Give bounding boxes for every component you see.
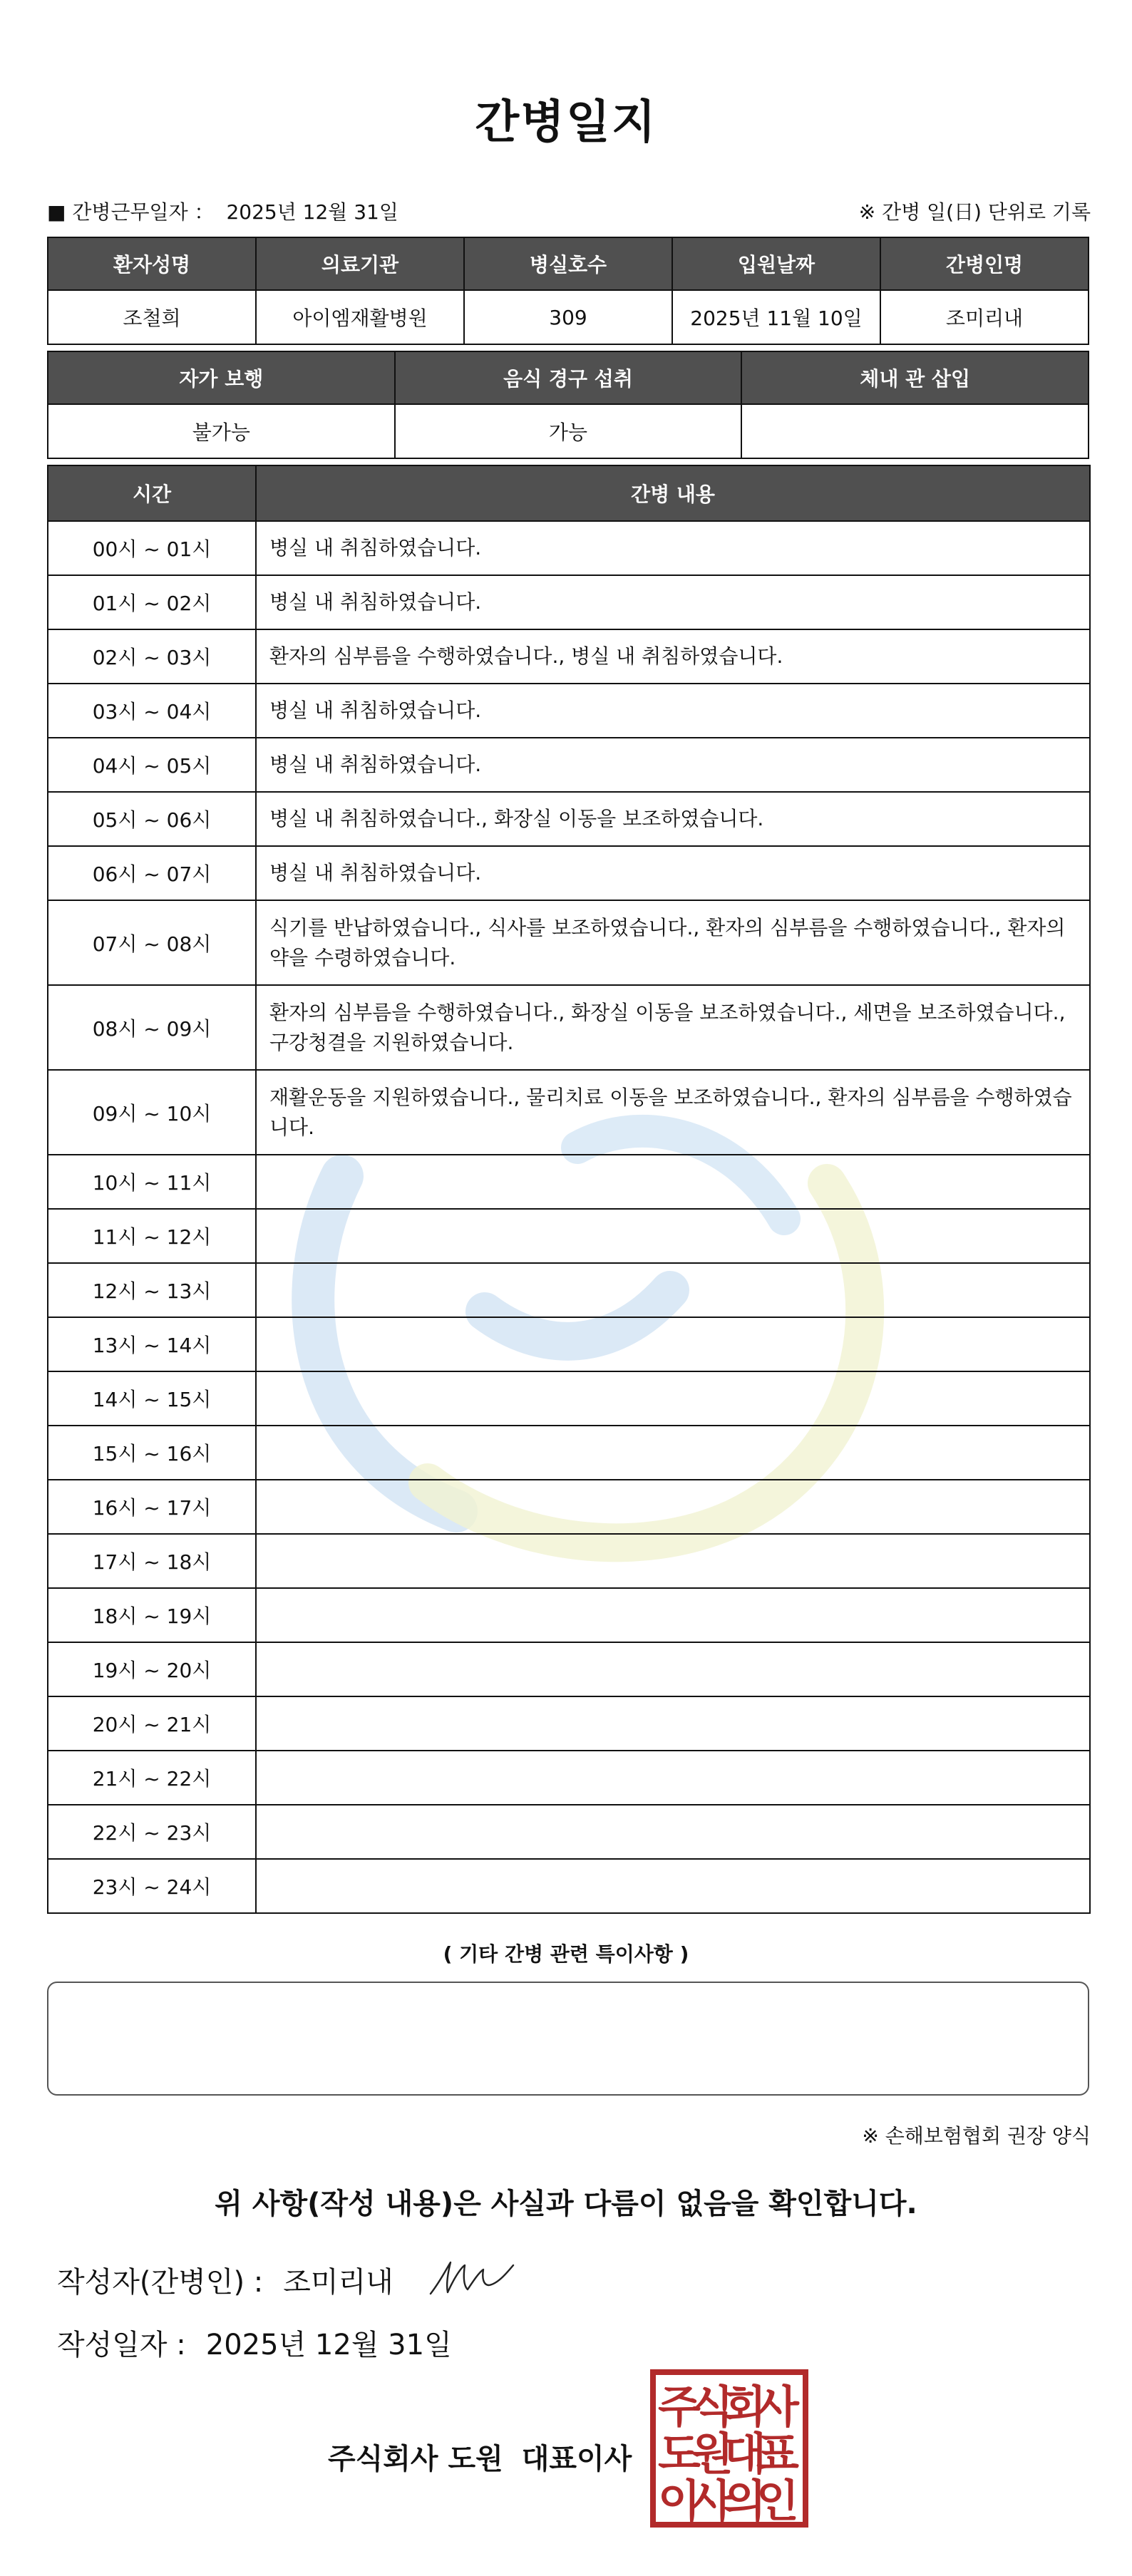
- log-content: 병실 내 취침하였습니다.: [256, 846, 1090, 900]
- written-date-label: 작성일자 :: [57, 2329, 186, 2361]
- writer-label: 작성자(간병인) :: [57, 2266, 264, 2299]
- log-row: [48, 792, 1090, 846]
- log-row: [48, 1317, 1090, 1371]
- log-time: 21시 ~ 22시: [48, 1751, 256, 1805]
- log-content: [256, 1805, 1090, 1859]
- room-number: 309: [464, 290, 672, 344]
- log-time: 20시 ~ 21시: [48, 1696, 256, 1751]
- writer-name: 조미리내: [283, 2266, 393, 2299]
- info-header-admission-date: 입원날짜: [672, 237, 880, 290]
- log-time: 09시 ~ 10시: [48, 1070, 256, 1155]
- caregiver-name: 조미리내: [880, 290, 1089, 344]
- log-content: [256, 1859, 1090, 1913]
- log-row: [48, 1209, 1090, 1263]
- log-time: 16시 ~ 17시: [48, 1480, 256, 1534]
- log-content: 병실 내 취침하였습니다., 화장실 이동을 보조하였습니다.: [256, 792, 1090, 846]
- log-row: [48, 575, 1090, 629]
- log-content: 병실 내 취침하였습니다.: [256, 684, 1090, 738]
- info-header-row: [48, 237, 1089, 290]
- log-row: [48, 1805, 1090, 1859]
- status-header-row: [48, 351, 1089, 404]
- svg-text:도: 도: [658, 2428, 701, 2480]
- log-time: 13시 ~ 14시: [48, 1317, 256, 1371]
- log-row: [48, 1751, 1090, 1805]
- log-time: 08시 ~ 09시: [48, 985, 256, 1070]
- log-row: [48, 1534, 1090, 1588]
- official-seal-stamp: [649, 2368, 810, 2529]
- remarks-box: [47, 1982, 1089, 2096]
- oral-intake-status: 가능: [395, 404, 742, 458]
- log-row: [48, 1480, 1090, 1534]
- log-content: 병실 내 취침하였습니다.: [256, 575, 1090, 629]
- log-content: [256, 1317, 1090, 1371]
- svg-text:인: 인: [756, 2475, 799, 2527]
- log-time: 07시 ~ 08시: [48, 900, 256, 985]
- signature-image: [426, 2252, 519, 2302]
- info-header-hospital: 의료기관: [256, 237, 464, 290]
- status-header-walking: 자가 보행: [48, 351, 395, 404]
- log-content: 환자의 심부름을 수행하였습니다., 병실 내 취침하였습니다.: [256, 629, 1090, 684]
- log-row: [48, 1371, 1090, 1426]
- patient-status-table: [47, 351, 1089, 459]
- log-row: [48, 985, 1090, 1070]
- svg-text:대: 대: [724, 2428, 766, 2480]
- log-content: 병실 내 취침하였습니다.: [256, 521, 1090, 575]
- log-content: [256, 1155, 1090, 1209]
- svg-text:사: 사: [756, 2381, 799, 2433]
- log-content: [256, 1209, 1090, 1263]
- log-content: [256, 1426, 1090, 1480]
- log-time: 19시 ~ 20시: [48, 1642, 256, 1696]
- patient-info-table: [47, 237, 1089, 345]
- tube-status: [741, 404, 1089, 458]
- svg-text:식: 식: [691, 2381, 734, 2433]
- written-date-value: 2025년 12월 31일: [205, 2329, 452, 2361]
- log-time: 01시 ~ 02시: [48, 575, 256, 629]
- log-content: [256, 1480, 1090, 1534]
- patient-name: 조철희: [48, 290, 256, 344]
- info-header-name: 환자성명: [48, 237, 256, 290]
- log-content: [256, 1263, 1090, 1317]
- log-row: [48, 684, 1090, 738]
- svg-text:표: 표: [756, 2428, 799, 2480]
- log-time: 23시 ~ 24시: [48, 1859, 256, 1913]
- log-time: 02시 ~ 03시: [48, 629, 256, 684]
- log-time: 03시 ~ 04시: [48, 684, 256, 738]
- company-role: 대표이사: [521, 2443, 632, 2475]
- log-row: [48, 1696, 1090, 1751]
- log-row: [48, 900, 1090, 985]
- log-row: [48, 846, 1090, 900]
- log-content: [256, 1534, 1090, 1588]
- svg-text:주: 주: [658, 2381, 701, 2433]
- log-row: [48, 629, 1090, 684]
- info-header-room: 병실호수: [464, 237, 672, 290]
- status-header-tube: 체내 관 삽입: [741, 351, 1089, 404]
- svg-text:이: 이: [658, 2475, 701, 2527]
- log-time: 18시 ~ 19시: [48, 1588, 256, 1642]
- log-time: 04시 ~ 05시: [48, 738, 256, 792]
- log-content: [256, 1751, 1090, 1805]
- log-content: [256, 1642, 1090, 1696]
- log-time: 05시 ~ 06시: [48, 792, 256, 846]
- log-time: 10시 ~ 11시: [48, 1155, 256, 1209]
- company-line: [328, 2436, 632, 2477]
- info-value-row: [48, 290, 1089, 344]
- walking-status: 불가능: [48, 404, 395, 458]
- log-time: 15시 ~ 16시: [48, 1426, 256, 1480]
- status-header-oral-intake: 음식 경구 섭취: [395, 351, 742, 404]
- admission-date: 2025년 11월 10일: [672, 290, 880, 344]
- log-row: [48, 1859, 1090, 1913]
- log-header-time: 시간: [48, 465, 256, 521]
- remarks-title: ( 기타 간병 관련 특이사항 ): [443, 1942, 689, 1966]
- work-date: [47, 197, 398, 225]
- log-content: 병실 내 취침하였습니다.: [256, 738, 1090, 792]
- record-note: ※ 간병 일(日) 단위로 기록: [858, 200, 1091, 224]
- log-header-content: 간병 내용: [256, 465, 1090, 521]
- log-content: [256, 1588, 1090, 1642]
- log-time: 14시 ~ 15시: [48, 1371, 256, 1426]
- page-title: 간병일지: [475, 96, 657, 149]
- log-time: 12시 ~ 13시: [48, 1263, 256, 1317]
- work-date-value: 2025년 12월 31일: [226, 200, 398, 224]
- log-row: [48, 1642, 1090, 1696]
- log-content: [256, 1696, 1090, 1751]
- company-name: 주식회사 도원: [328, 2443, 503, 2475]
- log-row: [48, 738, 1090, 792]
- log-time: 06시 ~ 07시: [48, 846, 256, 900]
- hospital-name: 아이엠재활병원: [256, 290, 464, 344]
- log-row: [48, 1588, 1090, 1642]
- confirmation-statement: 위 사항(작성 내용)은 사실과 다름이 없음을 확인합니다.: [215, 2188, 917, 2220]
- log-content: 재활운동을 지원하였습니다., 물리치료 이동을 보조하였습니다., 환자의 심부름을 수행하였습니다.: [256, 1070, 1090, 1155]
- log-row: [48, 1263, 1090, 1317]
- log-time: 22시 ~ 23시: [48, 1805, 256, 1859]
- svg-text:의: 의: [724, 2475, 766, 2527]
- svg-text:회: 회: [724, 2381, 766, 2433]
- log-row: [48, 1155, 1090, 1209]
- care-log-table: [47, 465, 1091, 1914]
- log-time: 00시 ~ 01시: [48, 521, 256, 575]
- status-value-row: [48, 404, 1089, 458]
- info-header-caregiver: 간병인명: [880, 237, 1089, 290]
- log-content: [256, 1371, 1090, 1426]
- log-content: 식기를 반납하였습니다., 식사를 보조하였습니다., 환자의 심부름을 수행하였습니다., 환자의 약을 수령하였습니다.: [256, 900, 1090, 985]
- log-time: 17시 ~ 18시: [48, 1534, 256, 1588]
- log-header-row: [48, 465, 1090, 521]
- log-content: 환자의 심부름을 수행하였습니다., 화장실 이동을 보조하였습니다., 세면을 보조하였습니다., 구강청결을 지원하였습니다.: [256, 985, 1090, 1070]
- log-row: [48, 521, 1090, 575]
- writer-line: [57, 2260, 393, 2300]
- log-row: [48, 1070, 1090, 1155]
- svg-text:원: 원: [691, 2428, 734, 2480]
- written-date-line: [57, 2322, 452, 2363]
- work-date-label: ■ 간병근무일자 ：: [47, 200, 215, 224]
- form-source-note: ※ 손해보험협회 권장 양식: [862, 2124, 1091, 2148]
- log-row: [48, 1426, 1090, 1480]
- log-time: 11시 ~ 12시: [48, 1209, 256, 1263]
- svg-text:사: 사: [691, 2475, 734, 2527]
